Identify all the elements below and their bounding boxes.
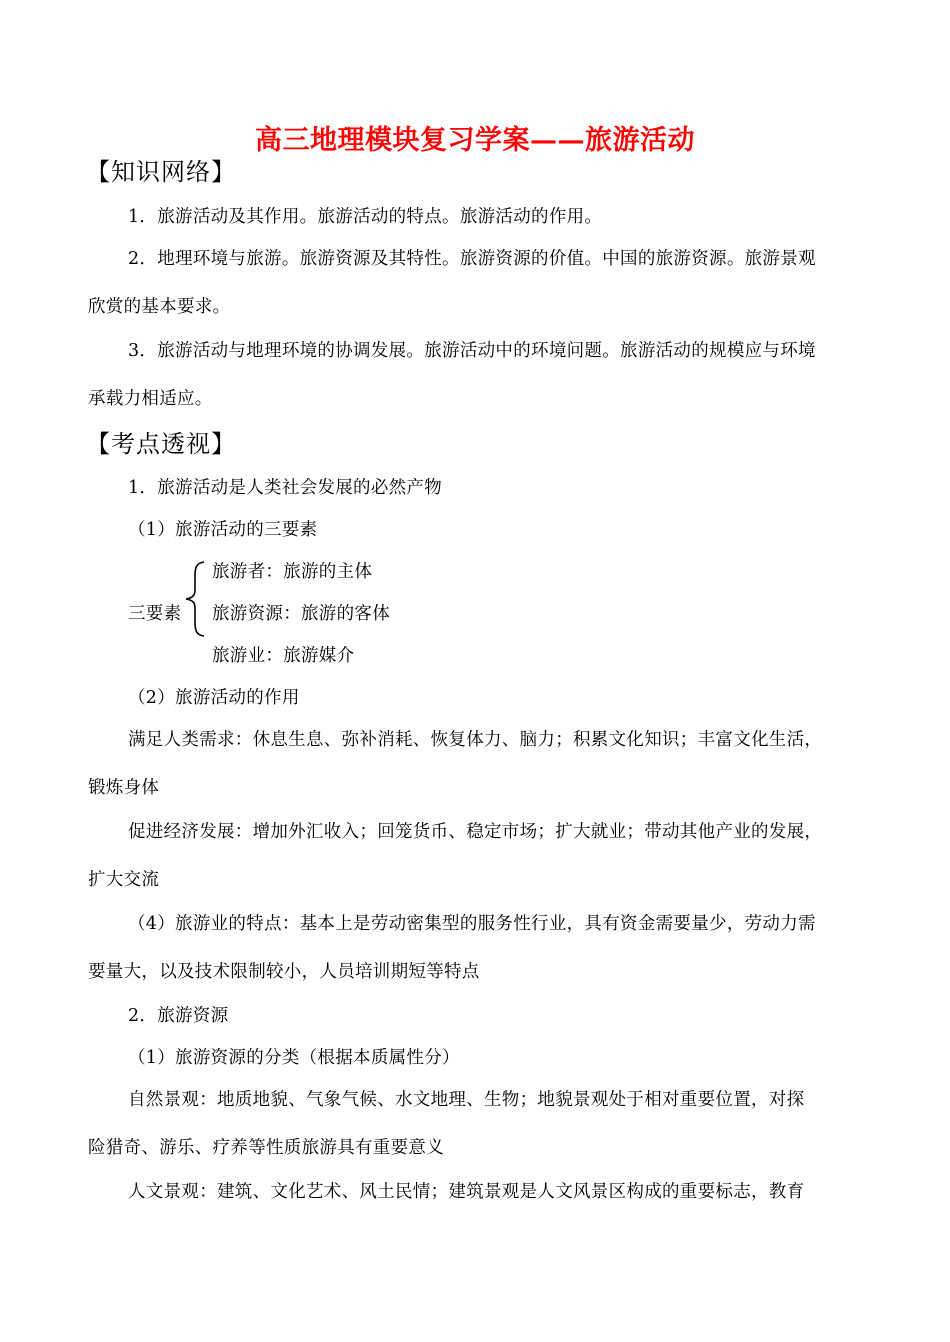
page-title: 高三地理模块复习学案——旅游活动 <box>255 125 695 156</box>
curly-brace-icon <box>184 560 206 638</box>
knowledge-item-2-cont: 欣赏的基本要求。 <box>88 297 231 317</box>
element-industry: 旅游业：旅游媒介 <box>212 646 355 666</box>
economy-line: 促进经济发展：增加外汇收入；回笼货币、稳定市场；扩大就业；带动其他产业的发展， <box>128 822 823 842</box>
element-tourist: 旅游者：旅游的主体 <box>212 562 373 582</box>
focus-subheading-classification: （1）旅游资源的分类（根据本质属性分） <box>128 1048 460 1068</box>
industry-features-cont: 要量大，以及技术限制较小，人员培训期短等特点 <box>88 962 480 982</box>
focus-heading-2: 2．旅游资源 <box>128 1006 229 1026</box>
element-resource: 旅游资源：旅游的客体 <box>212 604 390 624</box>
three-elements-label: 三要素 <box>128 604 182 624</box>
needs-line: 满足人类需求：休息生息、弥补消耗、恢复体力、脑力；积累文化知识；丰富文化生活， <box>128 730 823 750</box>
knowledge-item-2: 2．地理环境与旅游。旅游资源及其特性。旅游资源的价值。中国的旅游资源。旅游景观 <box>128 249 816 269</box>
focus-heading-1: 1．旅游活动是人类社会发展的必然产物 <box>128 478 443 498</box>
industry-features-line: （4）旅游业的特点：基本上是劳动密集型的服务性行业，具有资金需要量少，劳动力需 <box>128 914 816 934</box>
knowledge-item-1: 1．旅游活动及其作用。旅游活动的特点。旅游活动的作用。 <box>128 207 603 227</box>
section-heading-knowledge: 【知识网络】 <box>86 158 236 186</box>
section-heading-focus: 【考点透视】 <box>86 430 236 458</box>
focus-subheading-1: （1）旅游活动的三要素 <box>128 520 318 540</box>
focus-subheading-2: （2）旅游活动的作用 <box>128 688 300 708</box>
economy-line-cont: 扩大交流 <box>88 870 160 890</box>
knowledge-item-3-cont: 承载力相适应。 <box>88 389 213 409</box>
natural-landscape-line: 自然景观：地质地貌、气象气候、水文地理、生物；地貌景观处于相对重要位置，对探 <box>128 1090 805 1110</box>
human-landscape-line: 人文景观：建筑、文化艺术、风土民情；建筑景观是人文风景区构成的重要标志，教育 <box>128 1182 805 1202</box>
knowledge-item-3: 3．旅游活动与地理环境的协调发展。旅游活动中的环境问题。旅游活动的规模应与环境 <box>128 341 816 361</box>
natural-landscape-cont: 险猎奇、游乐、疗养等性质旅游具有重要意义 <box>88 1138 444 1158</box>
needs-line-cont: 锻炼身体 <box>88 778 160 798</box>
